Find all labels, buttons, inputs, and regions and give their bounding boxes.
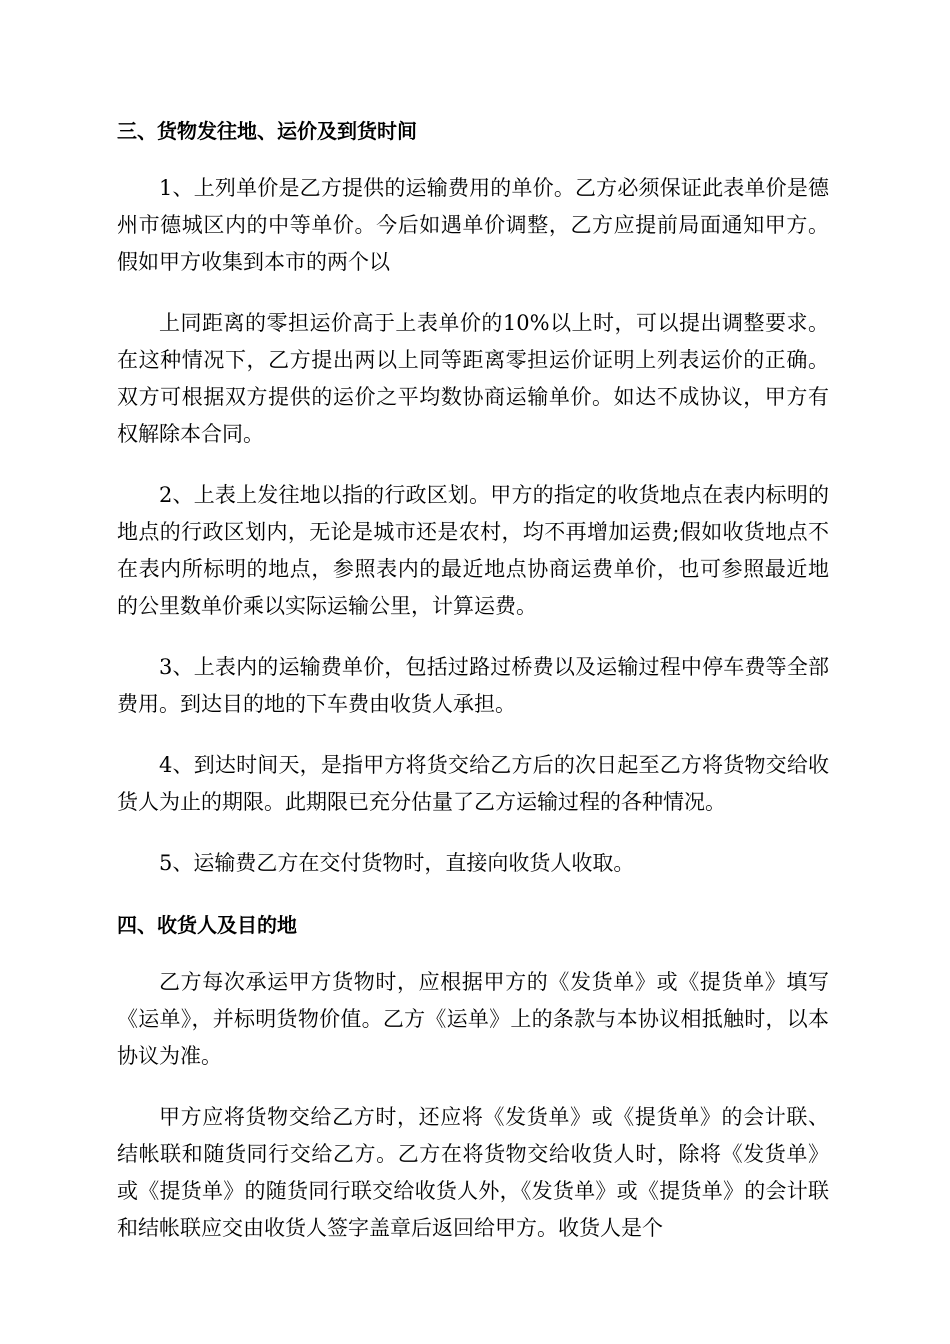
section-3-paragraph-4: 3、上表内的运输费单价，包括过路过桥费以及运输过程中停车费等全部费用。到达目的地的下车费由收货人承担。 (117, 655, 829, 716)
section-4-paragraph-1: 乙方每次承运甲方货物时，应根据甲方的《发货单》或《提货单》填写《运单》，并标明货物价值。乙方《运单》上的条款与本协议相抵触时，以本协议为准。 (117, 970, 829, 1068)
section-3-paragraph-3: 2、上表上发往地以指的行政区划。甲方的指定的收货地点在表内标明的地点的行政区划内，无论是城市还是农村，均不再增加运费;假如收货地点不在表内所标明的地点，参照表内的最近地点协商运费单价，也可参照最近地的公里数单价乘以实际运输公里，计算运费。 (117, 483, 829, 618)
section-3-paragraph-1: 1、上列单价是乙方提供的运输费用的单价。乙方必须保证此表单价是德州市德城区内的中等单价。今后如遇单价调整，乙方应提前局面通知甲方。假如甲方收集到本市的两个以 (117, 176, 829, 274)
section-3-paragraph-6: 5、运输费乙方在交付货物时，直接向收货人收取。 (159, 851, 635, 875)
section-3-heading: 三、货物发往地、运价及到货时间 (117, 119, 417, 143)
section-4-paragraph-2: 甲方应将货物交给乙方时，还应将《发货单》或《提货单》的会计联、结帐联和随货同行交给乙方。乙方在将货物交给收货人时，除将《发货单》或《提货单》的随货同行联交给收货人外，《发货单》或《提货单》的会计联和结帐联应交由收货人签字盖章后返回给甲方。收货人是个 (117, 1105, 829, 1240)
section-3-paragraph-5: 4、到达时间天，是指甲方将货交给乙方后的次日起至乙方将货物交给收货人为止的期限。此期限已充分估量了乙方运输过程的各种情况。 (117, 753, 829, 814)
section-3-paragraph-2: 上同距离的零担运价高于上表单价的10%以上时，可以提出调整要求。在这种情况下，乙方提出两以上同等距离零担运价证明上列表运价的正确。双方可根据双方提供的运价之平均数协商运输单价。如达不成协议，甲方有权解除本合同。 (117, 311, 829, 446)
document-page (117, 112, 829, 1247)
section-4-heading: 四、收货人及目的地 (117, 913, 297, 937)
